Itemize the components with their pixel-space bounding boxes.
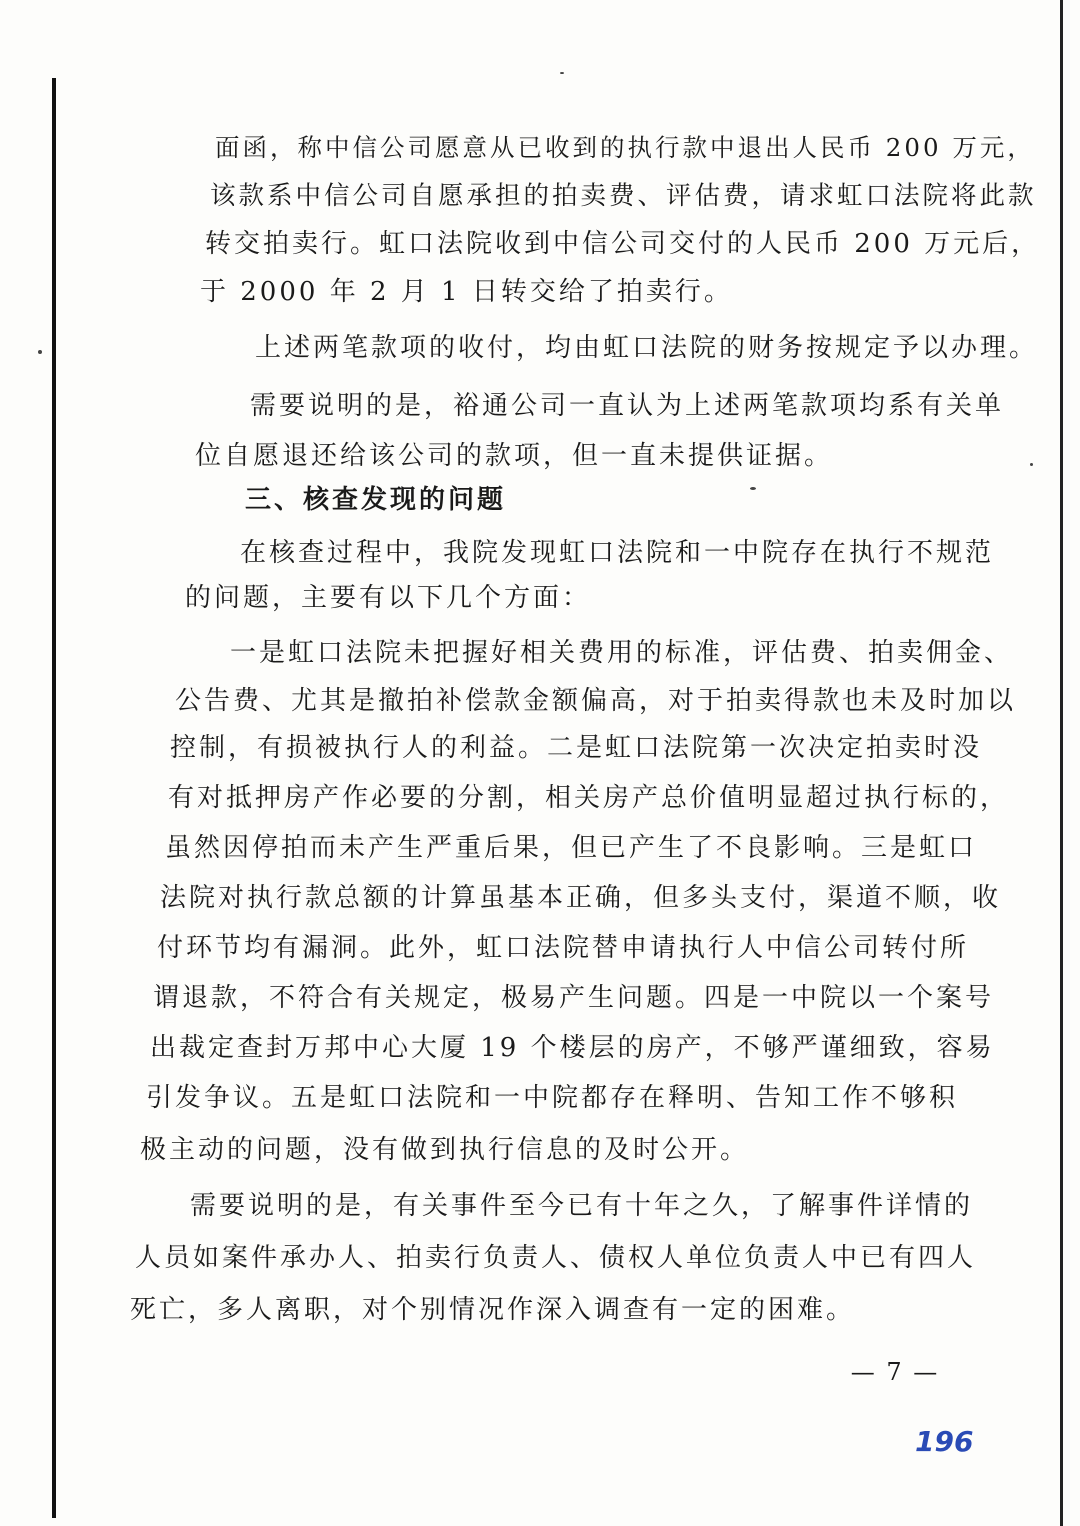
paragraph-line: 面函，称中信公司愿意从已收到的执行款中退出人民币 200 万元， bbox=[215, 133, 1035, 162]
paragraph-line: 上述两笔款项的收付，均由虹口法院的财务按规定予以办理。 bbox=[255, 333, 1039, 363]
paragraph-line: 于 2000 年 2 月 1 日转交给了拍卖行。 bbox=[200, 277, 733, 307]
scan-speck bbox=[38, 350, 42, 354]
scan-speck bbox=[750, 487, 756, 490]
paragraph-line: 位自愿退还给该公司的款项，但一直未提供证据。 bbox=[195, 441, 834, 471]
paragraph-line: 公告费、尤其是撤拍补偿款金额偏高，对于拍卖得款也未及时加以 bbox=[175, 686, 1017, 716]
section-heading: 三、核查发现的问题 bbox=[245, 485, 507, 515]
paragraph-line: 付环节均有漏洞。此外，虹口法院替申请执行人中信公司转付所 bbox=[157, 933, 970, 963]
paragraph-line: 极主动的问题，没有做到执行信息的及时公开。 bbox=[140, 1135, 750, 1165]
stamped-page-number: 196 bbox=[915, 1425, 974, 1458]
right-margin-line bbox=[1060, 0, 1063, 1526]
paragraph-line: 法院对执行款总额的计算虽基本正确，但多头支付，渠道不顺，收 bbox=[160, 883, 1002, 913]
paragraph-line: 的问题，主要有以下几个方面： bbox=[185, 583, 592, 613]
page-number: — 7 — bbox=[850, 1358, 940, 1386]
paragraph-line: 有对抵押房产作必要的分割，相关房产总价值明显超过执行标的， bbox=[168, 783, 1010, 813]
left-margin-line bbox=[52, 78, 56, 1518]
paragraph-line: 死亡，多人离职，对个别情况作深入调查有一定的困难。 bbox=[130, 1295, 856, 1325]
paragraph-line: 需要说明的是，裕通公司一直认为上述两笔款项均系有关单 bbox=[250, 391, 1005, 421]
scan-speck bbox=[1030, 463, 1033, 466]
paragraph-line: 谓退款，不符合有关规定，极易产生问题。四是一中院以一个案号 bbox=[153, 983, 995, 1013]
paragraph-line: 该款系中信公司自愿承担的拍卖费、评估费，请求虹口法院将此款 bbox=[210, 181, 1037, 211]
paragraph-line: 转交拍卖行。虹口法院收到中信公司交付的人民币 200 万元后， bbox=[205, 229, 1041, 259]
paragraph-line: 在核查过程中，我院发现虹口法院和一中院存在执行不规范 bbox=[240, 538, 995, 568]
paragraph-line: 需要说明的是，有关事件至今已有十年之久，了解事件详情的 bbox=[190, 1191, 974, 1221]
paragraph-line: 人员如案件承办人、拍卖行负责人、债权人单位负责人中已有四人 bbox=[135, 1243, 977, 1273]
paragraph-line: 出裁定查封万邦中心大厦 19 个楼层的房产，不够严谨细致，容易 bbox=[150, 1033, 995, 1063]
paragraph-line: 引发争议。五是虹口法院和一中院都存在释明、告知工作不够积 bbox=[146, 1083, 959, 1113]
scan-speck bbox=[560, 72, 564, 74]
paragraph-line: 虽然因停拍而未产生严重后果，但已产生了不良影响。三是虹口 bbox=[165, 833, 978, 863]
paragraph-line: 一是虹口法院未把握好相关费用的标准，评估费、拍卖佣金、 bbox=[230, 638, 1014, 668]
paragraph-line: 控制，有损被执行人的利益。二是虹口法院第一次决定拍卖时没 bbox=[170, 733, 983, 763]
